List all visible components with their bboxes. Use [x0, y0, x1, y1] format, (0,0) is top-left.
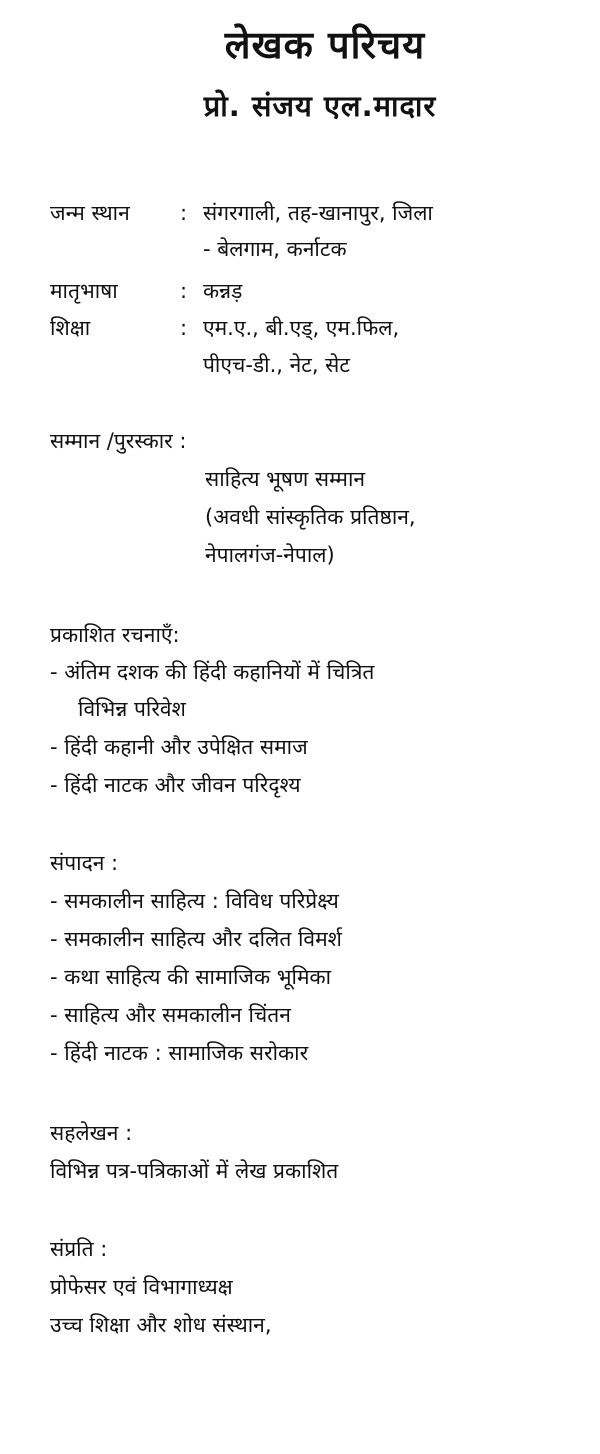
current-line: उच्च शिक्षा और शोध संस्थान,	[50, 1313, 272, 1337]
publications-heading: प्रकाशित रचनाएँ:	[50, 623, 180, 647]
honors-line: नेपालगंज-नेपाल)	[205, 543, 335, 567]
honors-line: साहित्य भूषण सम्मान	[205, 467, 366, 491]
education-value-line2: पीएच-डी., नेट, सेट	[203, 353, 350, 377]
editing-item: - समकालीन साहित्य और दलित विमर्श	[50, 927, 342, 951]
editing-item: - कथा साहित्य की सामाजिक भूमिका	[50, 965, 332, 989]
mother-tongue-colon: :	[180, 279, 188, 303]
editing-item: - साहित्य और समकालीन चिंतन	[50, 1003, 291, 1027]
honors-heading: सम्मान /पुरस्कार :	[50, 429, 187, 453]
publication-item: - हिंदी नाटक और जीवन परिदृश्य	[50, 773, 301, 797]
education-colon: :	[180, 316, 188, 340]
current-heading: संप्रति :	[50, 1237, 108, 1261]
mother-tongue-value: कन्नड़	[203, 279, 243, 303]
editing-heading: संपादन :	[50, 851, 119, 875]
author-name: प्रो. संजय एल.मादार	[203, 89, 437, 123]
education-label: शिक्षा	[50, 316, 91, 340]
publication-item-continuation: विभिन्न परिवेश	[78, 697, 186, 721]
education-value-line1: एम.ए., बी.एड्, एम.फिल,	[203, 316, 400, 340]
birthplace-colon: :	[180, 201, 188, 225]
coauthoring-text: विभिन्न पत्र-पत्रिकाओं में लेख प्रकाशित	[50, 1159, 339, 1183]
coauthoring-heading: सहलेखन :	[50, 1121, 133, 1145]
publication-item: - हिंदी कहानी और उपेक्षित समाज	[50, 735, 308, 759]
birthplace-value-line1: संगरगाली, तह-खानापुर, जिला	[203, 201, 433, 225]
honors-line: (अवधी सांस्कृतिक प्रतिष्ठान,	[205, 505, 416, 529]
page-title: लेखक परिचय	[224, 23, 426, 67]
editing-item: - समकालीन साहित्य : विविध परिप्रेक्ष्य	[50, 889, 339, 913]
editing-item: - हिंदी नाटक : सामाजिक सरोकार	[50, 1041, 309, 1065]
birthplace-value-line2: - बेलगाम, कर्नाटक	[203, 237, 347, 261]
birthplace-label: जन्म स्थान	[50, 201, 130, 225]
publication-item: - अंतिम दशक की हिंदी कहानियों में चित्रित	[50, 660, 375, 684]
current-line: प्रोफेसर एवं विभागाध्यक्ष	[50, 1275, 233, 1299]
mother-tongue-label: मातृभाषा	[50, 279, 118, 303]
